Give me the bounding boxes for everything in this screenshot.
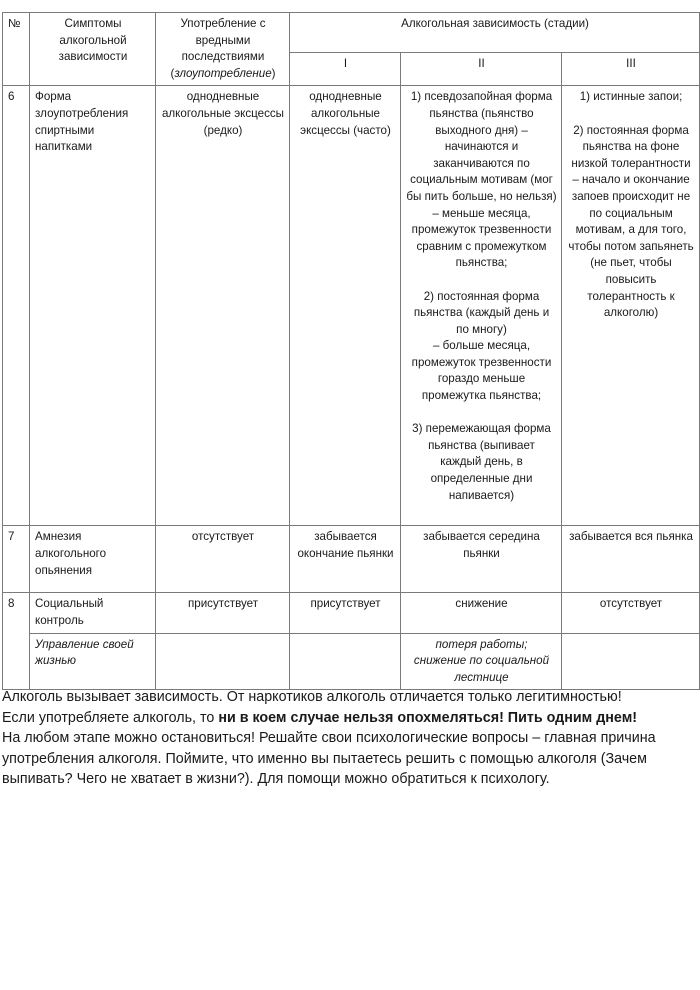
row-symptom: Амнезия алкогольного опьянения [30, 526, 156, 593]
row-symptom: Социальный контроль [30, 593, 156, 633]
row-stage-1: забывается окончание пьянки [290, 526, 401, 593]
header-row [3, 13, 700, 53]
row-stage-3: забывается вся пьянка [562, 526, 700, 593]
table-row [3, 526, 700, 593]
row-stage-1: присутствует [290, 593, 401, 633]
row-stage-3 [562, 633, 700, 690]
header-abuse-italic: злоупотребление [174, 66, 272, 80]
header-symptoms: Симптомы алкогольной зависимости [30, 13, 156, 86]
row-num: 8 [3, 593, 30, 690]
row-stage-2: потеря работы; снижение по социальной лестнице [401, 633, 562, 690]
row-abuse: отсутствует [156, 526, 290, 593]
conclusion-text [2, 687, 698, 790]
row-symptom: Форма злоупотребления спиртными напитками [30, 86, 156, 526]
table-row [3, 593, 700, 633]
header-stage-1: I [290, 53, 401, 86]
header-abuse-label: Употребление с вредными последствиями [180, 17, 266, 64]
table-row [3, 633, 700, 690]
header-dependence: Алкогольная зависимость (стадии) [290, 13, 700, 53]
header-stage-2: II [401, 53, 562, 86]
row-stage-2: снижение [401, 593, 562, 633]
row-symptom: Управление своей жизнью [30, 633, 156, 690]
row-num: 6 [3, 86, 30, 526]
header-abuse: Употребление с вредными последствиями (злоупотребление) [156, 13, 290, 86]
row-abuse: присутствует [156, 593, 290, 633]
row-stage-1 [290, 633, 401, 690]
table-row [3, 86, 700, 526]
paragraph-2-normal: Если употребляете алкоголь, то [2, 709, 219, 726]
paragraph-2-bold: ни в коем случае нельзя опохмеляться! Пить одним днем! [218, 709, 638, 726]
row-stage-3: отсутствует [562, 593, 700, 633]
row-abuse: однодневные алкогольные эксцессы (редко) [156, 86, 290, 526]
paragraph-1: Алкоголь вызывает зависимость. От наркотиков алкоголь отличается только легитимностью! [2, 689, 622, 705]
header-stage-3: III [562, 53, 700, 86]
row-abuse [156, 633, 290, 690]
paragraph-3: На любом этапе можно остановиться! Решайте свои психологические вопросы – главная причина употребления алкоголя. Поймите, что именно вы пытаетесь решить с помощью алкоголя (Зачем выпивать? Чего не хватает в жизни?). Для помощи можно обратиться к психологу. [2, 730, 656, 787]
row-stage-2: 1) псевдозапойная форма пьянства (пьянство выходного дня) – начинаются и заканчиваются по социальным мотивам (мог бы пить больше, но нельзя) – меньше месяца, промежуток трезвенности сравним с промежутком пьянства; 2) постоянная форма пьянства (каждый день и по многу) – больше месяца, промежуток трезвенности гораздо меньше промежутка пьянства; 3) перемежающая форма пьянства (выпивает каждый день, в определенные дни напивается) [401, 86, 562, 526]
header-num: № [3, 13, 30, 86]
paragraph-2 [2, 708, 698, 729]
row-stage-1: однодневные алкогольные эксцессы (часто) [290, 86, 401, 526]
row-num: 7 [3, 526, 30, 593]
row-stage-2: забывается середина пьянки [401, 526, 562, 593]
alcohol-dependence-table [2, 12, 700, 690]
row-stage-3: 1) истинные запои; 2) постоянная форма пьянства на фоне низкой толерантности – начало и окончание запоев происходит не по социальным мотивам, а для того, чтобы потом запьянеть (не пьет, чтобы повысить толерантность к алкоголю) [562, 86, 700, 526]
